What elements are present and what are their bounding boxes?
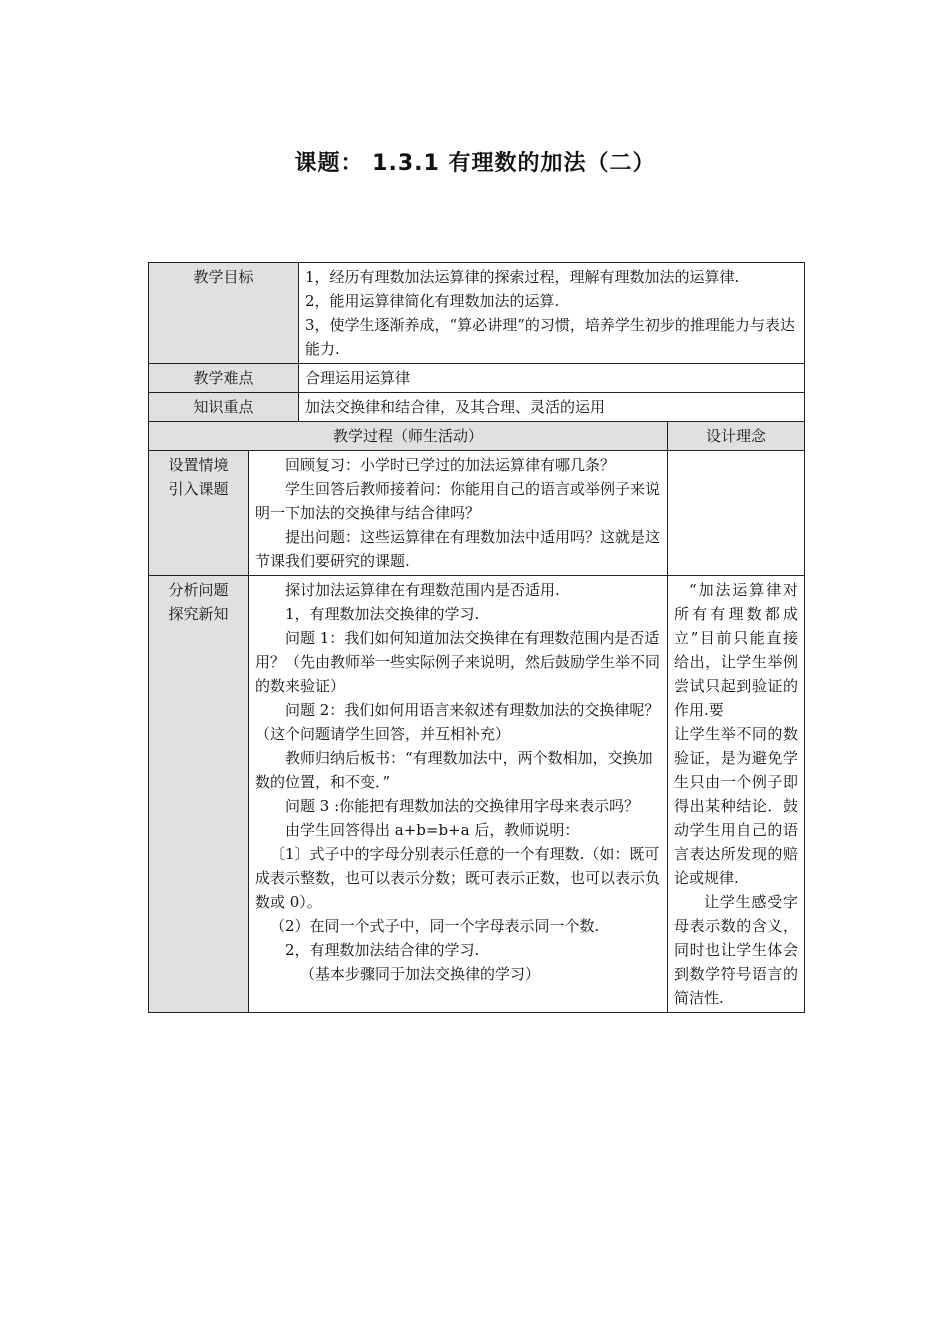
- goal-line: 3，使学生逐渐养成，“算必讲理”的习惯，培养学生初步的推理能力与表达能力.: [305, 316, 795, 358]
- goal-line: 1，经历有理数加法运算律的探索过程，理解有理数加法的运算律.: [305, 268, 740, 286]
- row-teaching-goals: [149, 263, 805, 364]
- intro-label: [149, 451, 249, 576]
- analysis-line: 由学生回答得出 a+b=b+a 后，教师说明：: [285, 821, 580, 839]
- analysis-line: 问题 2：我们如何用语言来叙述有理数加法的交换律呢？（这个问题请学生回答，并互相补充）: [255, 701, 660, 743]
- goals-content: [299, 263, 805, 364]
- analysis-line: 问题 3 :你能把有理数加法的交换律用字母来表示吗？: [285, 797, 640, 815]
- analysis-line: 2，有理数加法结合律的学习.: [285, 941, 480, 959]
- row-analysis: [149, 576, 805, 1013]
- keypoints-label: 知识重点: [149, 393, 299, 422]
- analysis-line: 1，有理数加法交换律的学习.: [285, 605, 480, 623]
- difficulty-label: 教学难点: [149, 364, 299, 393]
- row-process-header: [149, 422, 805, 451]
- note-line: “加法运算律对所有有理数都成立”目前只能直接给出，让学生举例尝试只起到验证的作用.要: [674, 581, 799, 719]
- intro-label-line: 设置情境: [168, 456, 229, 474]
- note-line: 让学生感受字母表示数的含义，同时也让学生体会到数学符号语言的简洁性.: [674, 893, 799, 1007]
- analysis-line: 教师归纳后板书：“有理数加法中，两个数相加，交换加数的位置，和不变．”: [255, 749, 653, 791]
- intro-content: [249, 451, 668, 576]
- page-title: 课题： 1.3.1 有理数的加法（二）: [294, 151, 656, 176]
- goals-label: 教学目标: [149, 263, 299, 364]
- analysis-line: （2）在同一个式子中，同一个字母表示同一个数.: [270, 917, 600, 935]
- analysis-label-line: 探究新知: [168, 605, 229, 623]
- note-line: 让学生举不同的数验证，是为避免学生只由一个例子即得出某种结论．鼓动学生用自己的语言表达所发现的赔论或规律.: [674, 725, 799, 887]
- row-teaching-difficulty: [149, 364, 805, 393]
- analysis-line: 问题 1：我们如何知道加法交换律在有理数范围内是否适用？（先由教师举一些实际例子来说明，然后鼓励学生举不同的数来验证）: [255, 629, 661, 695]
- analysis-label-line: 分析问题: [168, 581, 229, 599]
- analysis-line: （基本步骤同于加法交换律的学习）: [300, 965, 541, 983]
- intro-line: 回顾复习：小学时已学过的加法运算律有哪几条？: [285, 456, 616, 474]
- intro-notes: [668, 451, 805, 576]
- analysis-label: [149, 576, 249, 1013]
- process-header-right: 设计理念: [668, 422, 805, 451]
- analysis-notes: [668, 576, 805, 1013]
- difficulty-content: 合理运用运算律: [299, 364, 805, 393]
- intro-line: 提出问题：这些运算律在有理数加法中适用吗？这就是这节课我们要研究的课题.: [255, 528, 661, 570]
- row-introduction: [149, 451, 805, 576]
- analysis-line: 探讨加法运算律在有理数范围内是否适用.: [285, 581, 560, 599]
- goal-line: 2，能用运算律简化有理数加法的运算.: [305, 292, 560, 310]
- analysis-line: 〔1〕式子中的字母分别表示任意的一个有理数.（如：既可成表示整数，也可以表示分数；既可表示正数，也可以表示负数或 0）。: [255, 845, 661, 911]
- row-key-points: [149, 393, 805, 422]
- intro-label-line: 引入课题: [168, 480, 229, 498]
- process-header-left: 教学过程（师生活动）: [149, 422, 668, 451]
- analysis-content: [249, 576, 668, 1013]
- lesson-plan-table: [148, 262, 805, 1013]
- keypoints-content: 加法交换律和结合律，及其合理、灵活的运用: [299, 393, 805, 422]
- intro-line: 学生回答后教师接着问：你能用自己的语言或举例子来说明一下加法的交换律与结合律吗？: [255, 480, 661, 522]
